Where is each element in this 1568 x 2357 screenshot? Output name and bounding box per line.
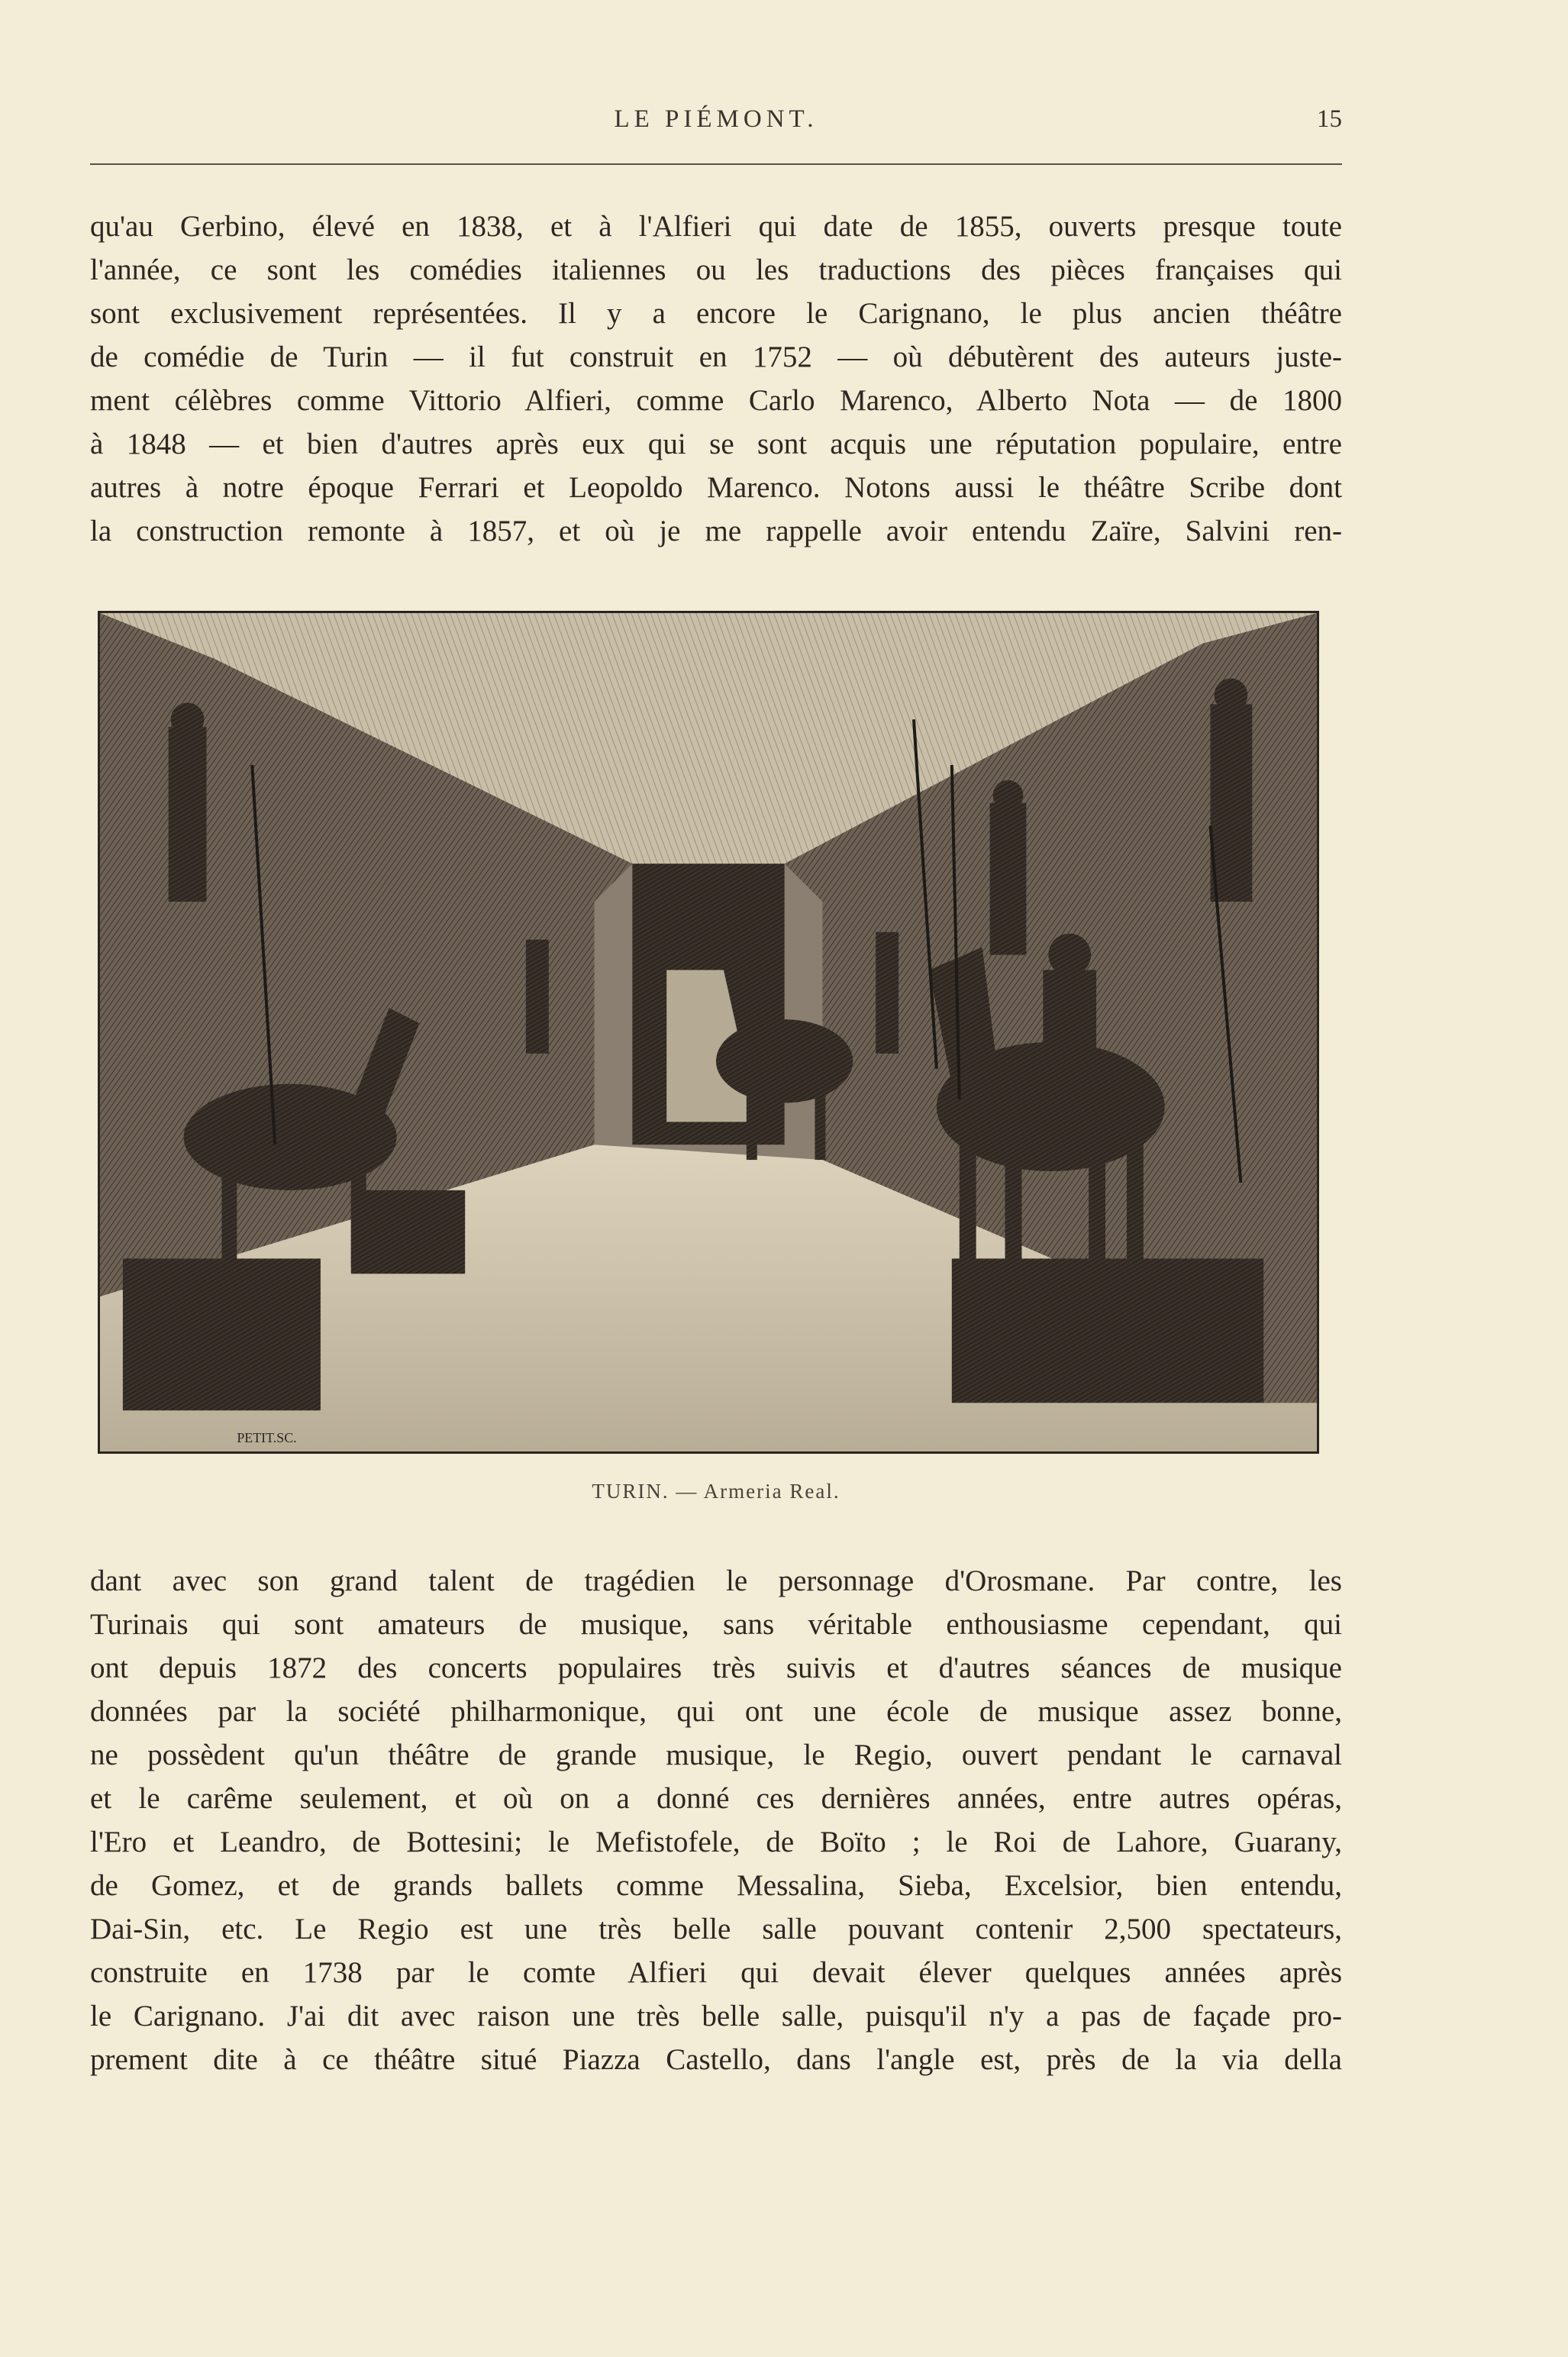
text-line: dant avec son grand talent de tragédien le personnage d'Orosmane. Par contre, les [90, 1564, 1342, 1597]
text-line: sont exclusivement représentées. Il y a encore le Carignano, le plus ancien théâtre [90, 297, 1342, 330]
text-line: données par la société philharmonique, qui ont une école de musique assez bonne, [90, 1695, 1342, 1728]
text-line: Turinais qui sont amateurs de musique, sans véritable enthousiasme cependant, qui [90, 1608, 1342, 1641]
text-line: qu'au Gerbino, élevé en 1838, et à l'Alfieri qui date de 1855, ouverts presque toute [90, 210, 1342, 243]
text-line: à 1848 — et bien d'autres après eux qui se sont acquis une réputation populaire, entre [90, 428, 1342, 460]
engraver-signature: PETIT.SC. [237, 1430, 297, 1446]
text-line: de comédie de Turin — il fut construit en 1752 — où débutèrent des auteurs juste- [90, 341, 1342, 373]
text-line: ment célèbres comme Vittorio Alfieri, comme Carlo Marenco, Alberto Nota — de 1800 [90, 384, 1342, 417]
text-line: autres à notre époque Ferrari et Leopoldo Marenco. Notons aussi le théâtre Scribe dont [90, 471, 1342, 504]
text-line: l'année, ce sont les comédies italiennes ou les traductions des pièces françaises qui [90, 253, 1342, 286]
page-number: 15 [1317, 105, 1342, 133]
paragraph-top [90, 205, 1342, 553]
text-line: ne possèdent qu'un théâtre de grande musique, le Regio, ouvert pendant le carnaval [90, 1739, 1342, 1771]
text-line: le Carignano. J'ai dit avec raison une très belle salle, puisqu'il n'y a pas de façade pro- [90, 2000, 1342, 2033]
figure-caption: TURIN. — Armeria Real. [592, 1480, 840, 1503]
text-line: Dai-Sin, etc. Le Regio est une très belle salle pouvant contenir 2,500 spectateurs, [90, 1913, 1342, 1945]
text-line: ont depuis 1872 des concerts populaires très suivis et d'autres séances de musique [90, 1652, 1342, 1684]
paragraph-bottom [90, 1559, 1342, 2081]
text-line: construite en 1738 par le comte Alfieri qui devait élever quelques années après [90, 1956, 1342, 1989]
text-line: de Gomez, et de grands ballets comme Messalina, Sieba, Excelsior, bien entendu, [90, 1869, 1342, 1902]
engraving-armeria-real [98, 611, 1319, 1454]
page-header [90, 105, 1342, 151]
text-line: la construction remonte à 1857, et où je me rappelle avoir entendu Zaïre, Salvini ren- [90, 515, 1342, 547]
engraving-illustration [100, 613, 1317, 1451]
header-rule [90, 163, 1342, 165]
text-line: et le carême seulement, et où on a donné ces dernières années, entre autres opéras, [90, 1782, 1342, 1815]
running-title: LE PIÉMONT. [614, 105, 818, 133]
text-line: prement dite à ce théâtre situé Piazza Castello, dans l'angle est, près de la via della [90, 2043, 1342, 2076]
text-line: l'Ero et Leandro, de Bottesini; le Mefistofele, de Boïto ; le Roi de Lahore, Guarany, [90, 1826, 1342, 1858]
